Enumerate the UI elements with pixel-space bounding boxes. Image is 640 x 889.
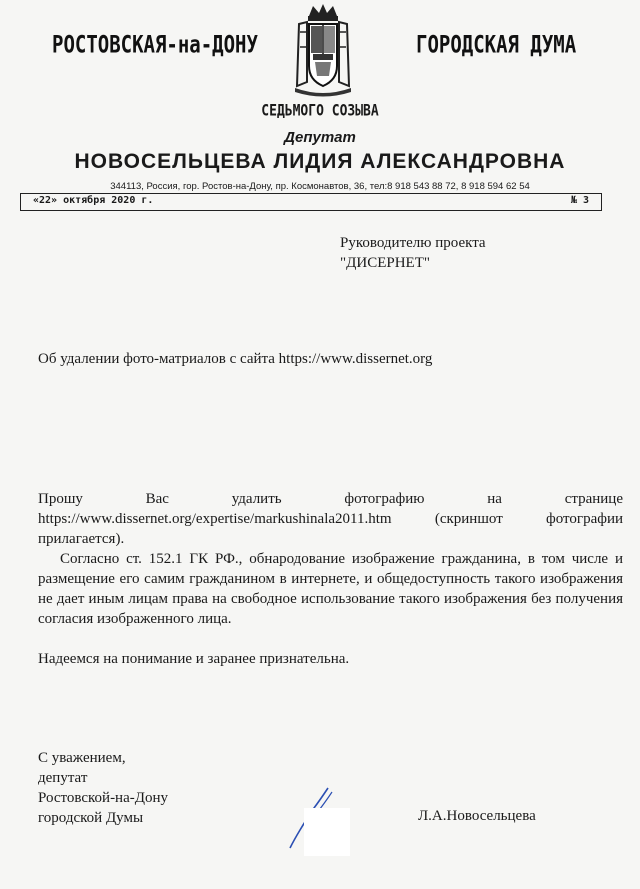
word: удалить	[231, 491, 282, 507]
word: фотографию	[344, 491, 425, 507]
redaction-box	[304, 808, 350, 856]
closing-line: городской Думы	[38, 810, 144, 826]
letter-subject: Об удалении фото-матриалов с сайта https://www.dissernet.org	[38, 351, 433, 367]
letterhead-duma: ГОРОДСКАЯ ДУМА	[416, 31, 577, 59]
body-paragraph: Согласно ст. 152.1 ГК РФ., обнародование изображение гражданина, в том числе и размещение его самим гражданином в интернете, и общедоступность такого изображения не дает иным лицам права на свободное использование такого изображения без получения согласия изображенного лица.	[38, 551, 623, 627]
body-paragraph-continuation: https://www.dissernet.org/expertise/markushinala2011.htm (скриншот фотографии прилагается).	[38, 511, 623, 547]
closing-line: депутат	[38, 770, 88, 786]
sender-address: 344113, Россия, гор. Ростов-на-Дону, пр. Космонавтов, 36, тел:8 918 543 88 72, 8 918 594 62 54	[110, 181, 530, 192]
convocation-label: СЕДЬМОГО СОЗЫВА	[261, 102, 379, 121]
word: Прошу	[38, 491, 83, 507]
signatory-name: Л.А.Новосельцева	[418, 808, 536, 824]
word: Вас	[145, 491, 169, 507]
signature-area	[270, 784, 380, 864]
body-paragraph: Надеемся на понимание и заранее признательна.	[38, 651, 350, 667]
letterhead-city: РОСТОВСКАЯ-на-ДОНУ	[52, 31, 258, 59]
closing-line: С уважением,	[38, 750, 126, 766]
letter-number: № 3	[570, 195, 589, 206]
letter-date: «22» октября 2020 г.	[33, 195, 154, 206]
deputy-label: Депутат	[284, 129, 356, 146]
letter-body	[38, 489, 623, 669]
body-paragraph-first-line	[38, 489, 623, 509]
city-coat-of-arms-icon	[293, 2, 353, 98]
date-number-bar	[20, 193, 602, 211]
deputy-name: НОВОСЕЛЬЦЕВА ЛИДИЯ АЛЕКСАНДРОВНА	[74, 150, 566, 173]
word: на	[487, 491, 502, 507]
word: странице	[564, 491, 623, 507]
closing-block	[38, 748, 168, 828]
addressee-block	[340, 233, 486, 273]
addressee-line: "ДИСЕРНЕТ"	[340, 255, 430, 271]
addressee-line: Руководителю проекта	[340, 235, 486, 251]
closing-line: Ростовской-на-Дону	[38, 790, 168, 806]
